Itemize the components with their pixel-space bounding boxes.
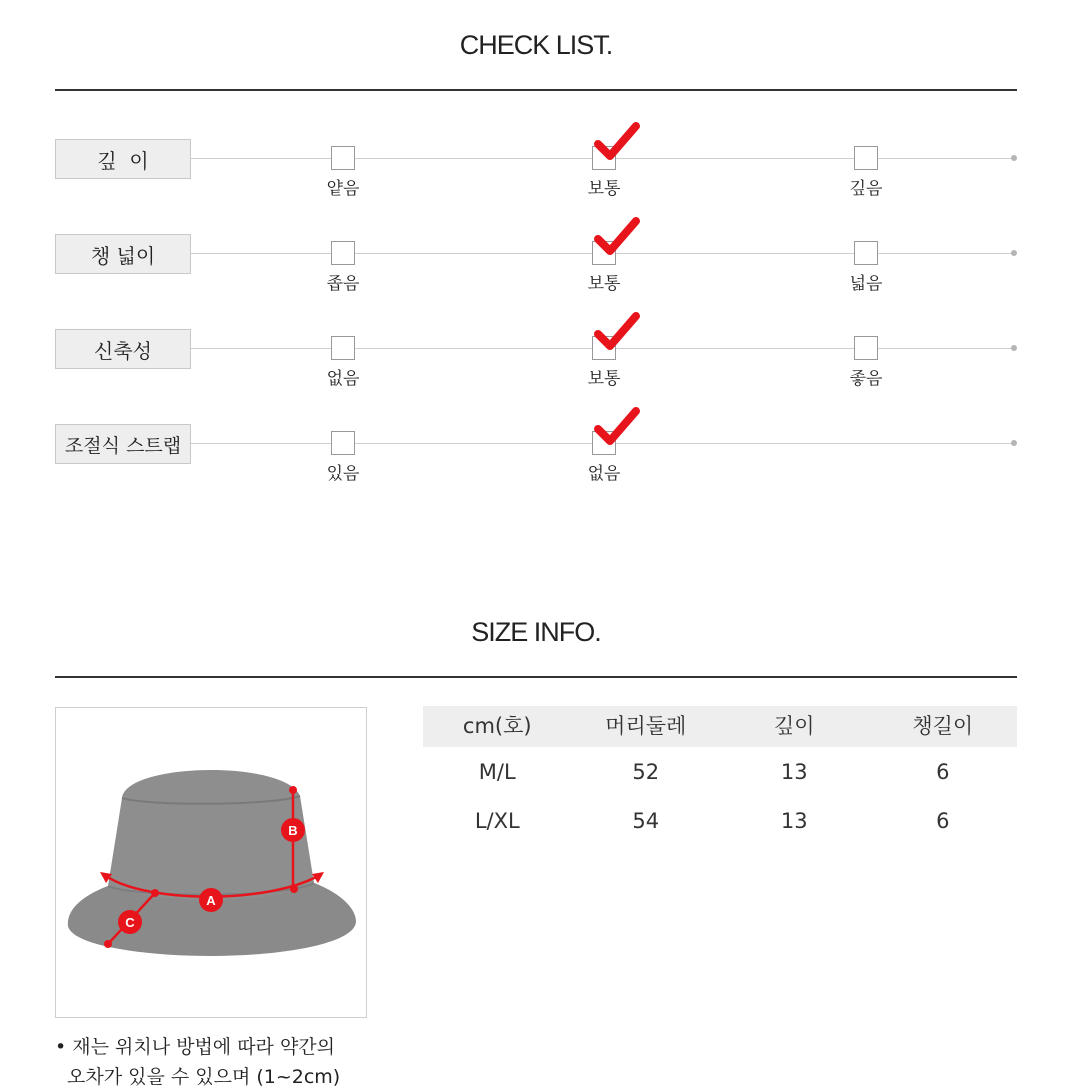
cell-depth: 13: [780, 759, 808, 784]
option-label: 깊음: [849, 179, 883, 199]
hat-measurement-diagram: [55, 707, 367, 1018]
check-row-elasticity: [0, 329, 1072, 399]
cell-brim-length: 6: [936, 759, 950, 784]
track-end-dot: [1011, 345, 1017, 351]
track-end-dot: [1011, 250, 1017, 256]
checkmark-icon: [594, 122, 640, 168]
header-depth: 깊이: [773, 714, 815, 738]
option-label: 보통: [587, 369, 621, 389]
check-list-title: CHECK LIST.: [459, 30, 613, 60]
option-label: 없음: [587, 464, 621, 484]
table-row: [423, 747, 1017, 796]
option-shallow[interactable]: [293, 146, 393, 199]
cell-head-circumference: 54: [632, 808, 660, 833]
header-head-circumference: 머리둘레: [605, 714, 687, 738]
option-label: 보통: [587, 274, 621, 294]
row-label: 조절식 스트랩: [55, 424, 191, 464]
cell-depth: 13: [780, 808, 808, 833]
track-end-dot: [1011, 440, 1017, 446]
header-size: cm(호): [462, 714, 532, 738]
cell-head-circumference: 52: [632, 759, 660, 784]
checkmark-icon: [594, 217, 640, 263]
size-table: [423, 706, 1017, 845]
note-line: 오차가 있을 수 있으며 (1~2cm): [67, 1066, 341, 1088]
note-line: • 재는 위치나 방법에 따라 약간의: [55, 1036, 336, 1058]
size-info-divider: [55, 676, 1017, 678]
table-row: [423, 796, 1017, 845]
checkmark-icon: [594, 312, 640, 358]
table-header: [423, 706, 1017, 747]
option-deep[interactable]: [816, 146, 916, 199]
marker-c: C: [125, 915, 135, 930]
option-label: 좋음: [849, 369, 883, 389]
check-row-depth: [0, 139, 1072, 209]
check-list-divider: [55, 89, 1017, 91]
row-label: 챙 넓이: [55, 234, 191, 274]
cell-brim-length: 6: [936, 808, 950, 833]
check-row-adjustable-strap: [0, 424, 1072, 494]
track-end-dot: [1011, 155, 1017, 161]
option-label: 없음: [326, 369, 360, 389]
checkbox[interactable]: [331, 336, 355, 360]
checkbox[interactable]: [331, 146, 355, 170]
option-label: 얕음: [326, 179, 360, 199]
size-info-title: SIZE INFO.: [471, 617, 601, 647]
marker-b: B: [288, 823, 298, 838]
option-yes[interactable]: [293, 431, 393, 484]
checkmark-icon: [594, 407, 640, 453]
option-none[interactable]: [293, 336, 393, 389]
option-wide[interactable]: [816, 241, 916, 294]
checkbox[interactable]: [331, 431, 355, 455]
checkbox[interactable]: [331, 241, 355, 265]
option-normal[interactable]: [554, 336, 654, 389]
option-no[interactable]: [554, 431, 654, 484]
row-label: 깊 이: [55, 139, 191, 179]
bucket-hat-image: [56, 708, 366, 1017]
checkbox[interactable]: [854, 146, 878, 170]
option-label: 넓음: [849, 274, 883, 294]
option-narrow[interactable]: [293, 241, 393, 294]
check-row-brim-width: [0, 234, 1072, 304]
marker-a: A: [206, 893, 216, 908]
option-normal[interactable]: [554, 241, 654, 294]
cell-size: M/L: [478, 759, 516, 784]
row-label: 신축성: [55, 329, 191, 369]
checkbox[interactable]: [854, 336, 878, 360]
option-label: 있음: [326, 464, 360, 484]
header-brim-length: 챙길이: [912, 714, 974, 738]
option-good[interactable]: [816, 336, 916, 389]
cell-size: L/XL: [474, 808, 520, 833]
option-normal[interactable]: [554, 146, 654, 199]
option-label: 보통: [587, 179, 621, 199]
option-label: 좁음: [326, 274, 360, 294]
checkbox[interactable]: [854, 241, 878, 265]
measurement-note: [55, 1032, 340, 1092]
